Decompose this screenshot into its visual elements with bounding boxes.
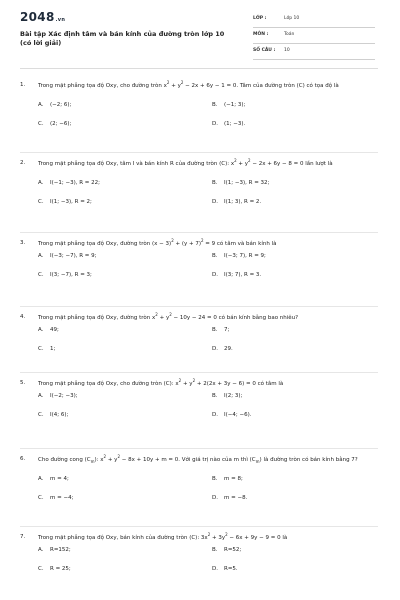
option-letter: A. [38, 180, 44, 186]
answer-option-c[interactable] [38, 121, 71, 127]
answer-option-d[interactable] [212, 272, 261, 278]
option-letter: B. [212, 102, 218, 108]
meta-row-count [253, 46, 375, 60]
question-text: Trong mặt phẳng tọa độ Oxy, đường tròn $(x - 3)^2 + (y + 7)^2 = 9$ có tâm và bán kính là [38, 238, 277, 247]
option-text: I(−1; −3), R = 22; [50, 180, 101, 186]
answer-option-d[interactable] [212, 495, 247, 501]
document-title [20, 30, 250, 48]
option-letter: D. [212, 121, 218, 127]
meta-label: LỚP : [253, 16, 267, 21]
meta-info [253, 14, 375, 62]
option-text: m = −8. [224, 495, 248, 501]
answer-option-b[interactable] [212, 180, 269, 186]
option-letter: D. [212, 199, 218, 205]
option-letter: D. [212, 346, 218, 352]
answer-option-d[interactable] [212, 199, 261, 205]
question-text: Trong mặt phẳng tọa độ Oxy, tâm I và bán kính R của đường tròn (C): $x^2 + y^2 - 2x + 6y - 8 = 0$ lần lượt là [38, 158, 333, 167]
question-text: Trong mặt phẳng tọa độ Oxy, đường tròn $x^2 + y^2 - 10y - 24 = 0$ có bán kính bằng bao nhiêu? [38, 312, 299, 321]
option-letter: C. [38, 199, 44, 205]
question-number: 7. [20, 534, 26, 540]
question-number: 4. [20, 314, 26, 320]
option-letter: A. [38, 253, 44, 259]
meta-value: Toán [284, 32, 295, 37]
header-divider [20, 68, 378, 69]
option-letter: D. [212, 412, 218, 418]
meta-value: 10 [284, 48, 290, 53]
question-divider [20, 448, 378, 449]
option-letter: C. [38, 272, 44, 278]
meta-value: Lớp 10 [284, 16, 300, 21]
option-letter: B. [212, 476, 218, 482]
logo-suffix: .vn [55, 17, 66, 23]
answer-option-a[interactable] [38, 253, 97, 259]
option-letter: A. [38, 393, 44, 399]
question-divider [20, 152, 378, 153]
answer-option-a[interactable] [38, 393, 78, 399]
option-text: R=5. [224, 566, 238, 572]
option-letter: B. [212, 327, 218, 333]
option-text: I(3; 7), R = 3. [224, 272, 262, 278]
option-letter: C. [38, 495, 44, 501]
answer-option-c[interactable] [38, 495, 73, 501]
answer-option-a[interactable] [38, 180, 100, 186]
logo-text: 2048 [20, 10, 55, 24]
answer-option-c[interactable] [38, 412, 68, 418]
option-text: (−1; 3); [224, 102, 246, 108]
option-text: 1; [50, 346, 56, 352]
option-text: I(1; −3), R = 2; [50, 199, 92, 205]
option-text: (1; −3). [224, 121, 246, 127]
answer-option-d[interactable] [212, 346, 233, 352]
answer-option-c[interactable] [38, 346, 55, 352]
question-number: 2. [20, 160, 26, 166]
answer-option-b[interactable] [212, 476, 243, 482]
option-letter: B. [212, 253, 218, 259]
option-text: I(3; −7), R = 3; [50, 272, 92, 278]
answer-option-b[interactable] [212, 102, 245, 108]
meta-label: MÔN : [253, 32, 269, 37]
option-text: I(1; −3), R = 32; [224, 180, 270, 186]
question-text: Trong mặt phẳng tọa độ Oxy, bán kính của đường tròn (C): $3x^2 + 3y^2 - 6x + 9y - 9 = 0$ là [38, 532, 288, 541]
option-letter: B. [212, 547, 218, 553]
option-text: I(2; 3); [224, 393, 243, 399]
option-text: R = 25; [50, 566, 71, 572]
meta-row-class [253, 14, 375, 28]
answer-option-b[interactable] [212, 327, 229, 333]
answer-option-d[interactable] [212, 121, 245, 127]
option-letter: A. [38, 102, 44, 108]
title-line-1: Bài tập Xác định tâm và bán kính của đường tròn lớp 10 [20, 30, 225, 38]
answer-option-a[interactable] [38, 102, 71, 108]
option-text: (−2; 6); [50, 102, 72, 108]
answer-option-a[interactable] [38, 476, 69, 482]
option-letter: A. [38, 476, 44, 482]
question-number: 3. [20, 240, 26, 246]
option-text: m = 4; [50, 476, 69, 482]
question-text: Trong mặt phẳng tọa độ Oxy, cho đường tròn (C): $x^2 + y^2 + 2(2x + 3y - 6) = 0$ có tâm là [38, 378, 284, 387]
answer-option-d[interactable] [212, 566, 238, 572]
option-text: 49; [50, 327, 59, 333]
option-text: I(−3; 7), R = 9; [224, 253, 266, 259]
answer-option-b[interactable] [212, 393, 242, 399]
question-number: 6. [20, 456, 26, 462]
option-letter: C. [38, 121, 44, 127]
answer-option-c[interactable] [38, 199, 92, 205]
option-text: I(1; 3), R = 2. [224, 199, 262, 205]
option-letter: C. [38, 346, 44, 352]
question-divider [20, 306, 378, 307]
meta-label: SỐ CÂU : [253, 48, 276, 53]
option-text: 29. [224, 346, 233, 352]
option-text: R=152; [50, 547, 71, 553]
answer-option-c[interactable] [38, 566, 71, 572]
meta-row-subject [253, 30, 375, 44]
option-text: I(−3; −7), R = 9; [50, 253, 97, 259]
question-text: Trong mặt phẳng tọa độ Oxy, cho đường tròn $x^2 + y^2 - 2x + 6y - 1 = 0$. Tâm của đường tròn (C) có tọa độ là [38, 80, 339, 89]
option-text: I(4; 6); [50, 412, 69, 418]
option-text: m = −4; [50, 495, 74, 501]
option-text: I(−4; −6). [224, 412, 252, 418]
answer-option-a[interactable] [38, 327, 59, 333]
answer-option-a[interactable] [38, 547, 71, 553]
answer-option-b[interactable] [212, 547, 241, 553]
question-divider [20, 232, 378, 233]
question-text: Cho đường cong $(C_m)$: $x^2 + y^2 - 8x + 10y + m = 0$. Với giá trị nào của m thì $(C_m)$ là đường tròn có bán kính bằng 7? [38, 454, 358, 465]
option-text: 7; [224, 327, 230, 333]
answer-option-d[interactable] [212, 412, 251, 418]
option-text: m = 8; [224, 476, 243, 482]
option-letter: C. [38, 566, 44, 572]
option-text: (2; −6); [50, 121, 72, 127]
option-letter: C. [38, 412, 44, 418]
title-line-2: (có lời giải) [20, 39, 62, 47]
option-letter: D. [212, 272, 218, 278]
option-text: R=52; [224, 547, 242, 553]
option-letter: A. [38, 327, 44, 333]
option-text: I(−2; −3); [50, 393, 78, 399]
question-number: 1. [20, 82, 26, 88]
option-letter: B. [212, 180, 218, 186]
option-letter: D. [212, 566, 218, 572]
site-logo[interactable] [20, 10, 65, 24]
option-letter: A. [38, 547, 44, 553]
question-divider [20, 372, 378, 373]
answer-option-b[interactable] [212, 253, 266, 259]
answer-option-c[interactable] [38, 272, 92, 278]
question-divider [20, 526, 378, 527]
question-number: 5. [20, 380, 26, 386]
header [0, 0, 400, 62]
option-letter: D. [212, 495, 218, 501]
option-letter: B. [212, 393, 218, 399]
